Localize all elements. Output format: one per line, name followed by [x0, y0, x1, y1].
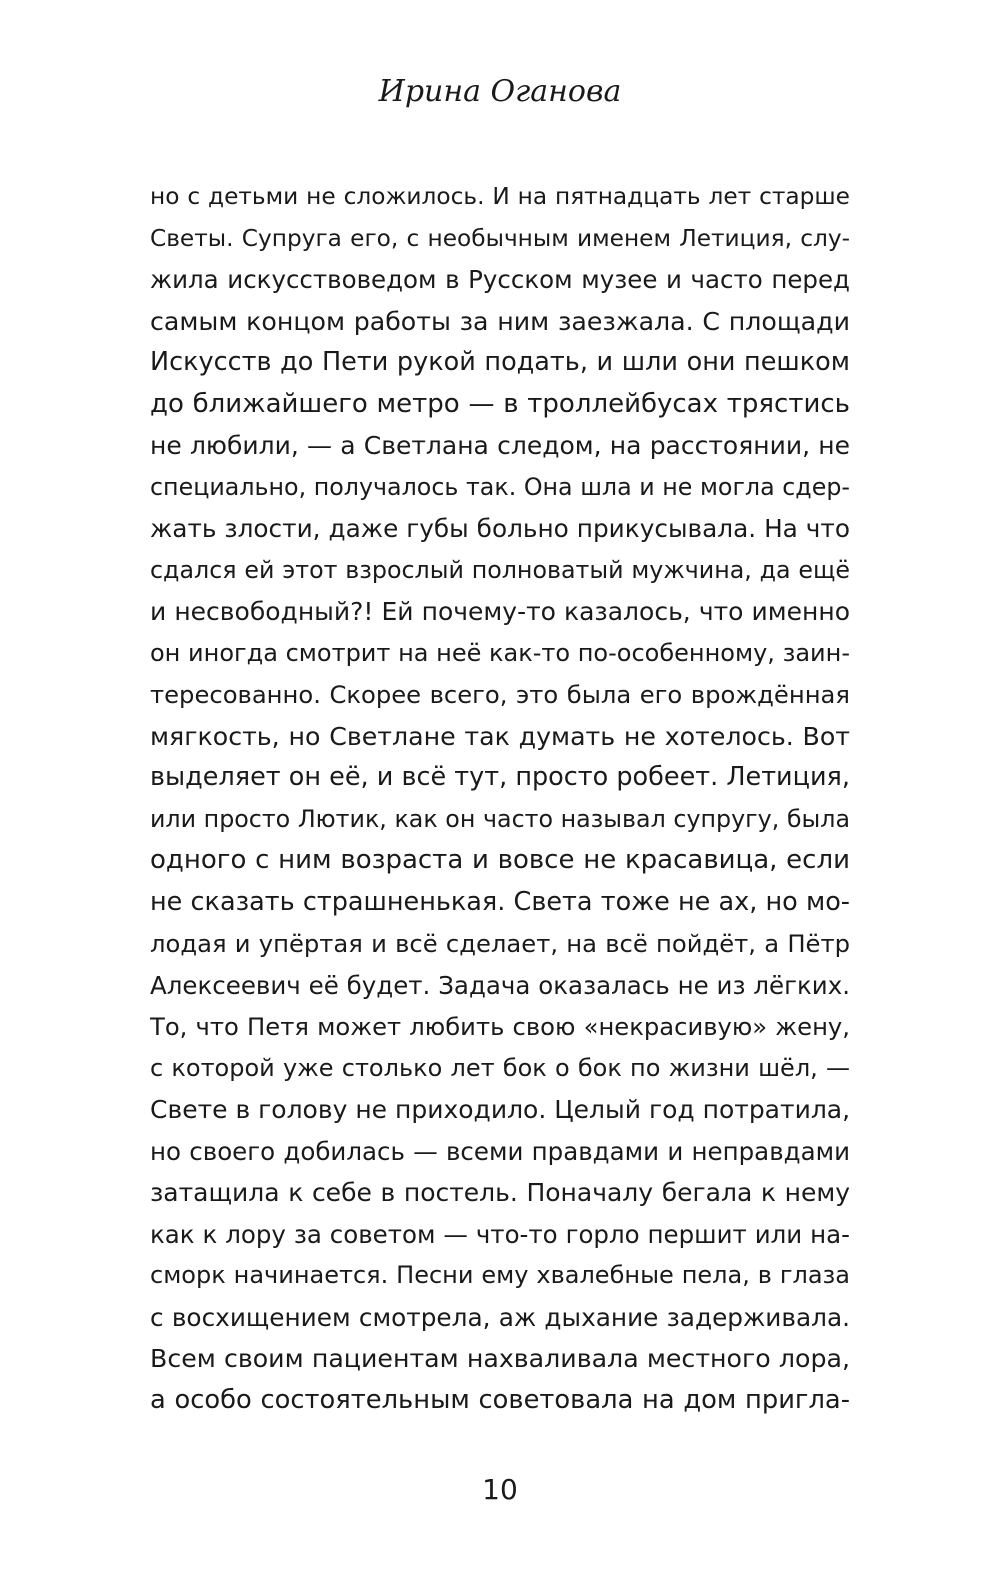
text-line: но своего добилась — всеми правдами и неправдами	[150, 1136, 850, 1166]
text-line: но с детьми не сложилось. И на пятнадцать лет старше	[150, 183, 850, 210]
text-line: до ближайшего метро — в троллейбусах трястись	[150, 388, 850, 419]
running-head-author: Ирина Оганова	[378, 74, 622, 109]
text-line: с восхищением смотрела, аж дыхание задерживала.	[150, 1302, 850, 1332]
text-line: не любили, — а Светлана следом, на расстоянии, не	[150, 431, 850, 460]
text-line: затащила к себе в постель. Поначалу бегала к нему	[150, 1178, 850, 1207]
text-line: То, что Петя может любить свою «некрасивую» жену,	[150, 1012, 850, 1041]
text-line: как к лору за советом — что-то горло першит или на-	[150, 1219, 850, 1249]
text-line: и несвободный?! Ей почему-то казалось, что именно	[150, 597, 850, 626]
text-line: Светы. Супруга его, с необычным именем Летиция, слу-	[150, 224, 850, 252]
page-number: 10	[482, 1473, 518, 1506]
text-line: сморк начинается. Песни ему хвалебные пела, в глаза	[150, 1261, 850, 1289]
text-line: специально, получалось так. Она шла и не могла сдер-	[150, 472, 850, 501]
text-line: одного с ним возраста и вовсе не красавица, если	[150, 845, 850, 875]
text-line: он иногда смотрит на неё как-то по-особенному, заин-	[150, 638, 850, 667]
text-line: выделяет он её, и всё тут, просто робеет. Летиция,	[150, 762, 850, 792]
text-line: мягкость, но Светлане так думать не хотелось. Вот	[150, 721, 850, 751]
text-line: не сказать страшненькая. Света тоже не ах, но мо-	[150, 886, 850, 917]
text-line: самым концом работы за ним заезжала. С площади	[150, 306, 850, 336]
text-line: лодая и упёртая и всё сделает, на всё пойдёт, а Пётр	[150, 929, 850, 958]
text-line: тересованно. Скорее всего, это была его врождённая	[150, 680, 850, 709]
text-line: или просто Лютик, как он часто называл супругу, была	[150, 804, 850, 833]
text-line: Свете в голову не приходило. Целый год потратила,	[150, 1095, 850, 1124]
text-line: жила искусствоведом в Русском музее и часто перед	[150, 265, 850, 294]
text-line: Алексеевич её будет. Задача оказалась не из лёгких.	[150, 970, 850, 1000]
text-line: а особо состоятельным советовала на дом пригла-	[150, 1384, 850, 1415]
text-line: Искусств до Пети рукой подать, и шли они пешком	[150, 347, 850, 377]
text-line: жать злости, даже губы больно прикусывала. На что	[150, 514, 850, 543]
body-text	[150, 176, 850, 1421]
text-line: сдался ей этот взрослый полноватый мужчина, да ещё	[150, 555, 850, 584]
text-line: с которой уже столько лет бок о бок по жизни шёл, —	[150, 1053, 850, 1082]
text-line: Всем своим пациентам нахваливала местного лора,	[150, 1344, 850, 1373]
